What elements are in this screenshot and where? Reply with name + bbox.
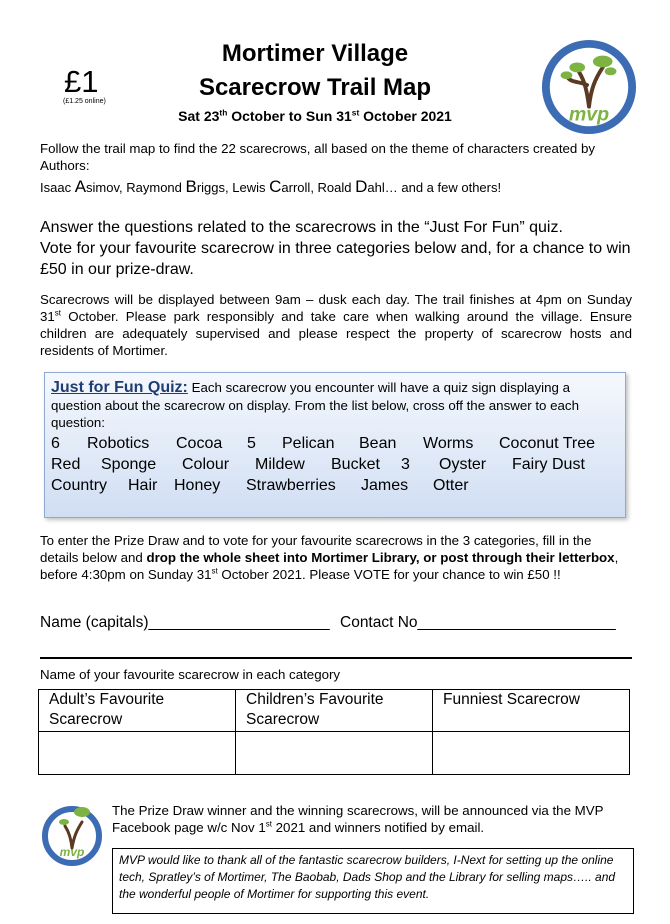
quiz-answers-row2: Red Sponge Colour Mildew Bucket 3 Oyster Fairy Dust [51,456,585,473]
price-online: (£1.25 online) [63,98,106,105]
logo-small-text: mvp [59,845,85,859]
prize-draw-text: To enter the Prize Draw and to vote for your favourite scarecrows in the 3 categories, fill in the details below and drop the whole sheet into Mortimer Library, or post through their letterbox, before 4:30pm on Sunday 31st October 2021. Please VOTE for your chance to win £50 !! [40,533,619,582]
name-field[interactable]: Name (capitals)_____________________ [40,614,330,631]
quiz-intro: Just for Fun Quiz: Each scarecrow you encounter will have a quiz sign displaying a question about the scarecrow on display. From the list below, cross off the answer to each question: [51,379,579,430]
display-info: Scarecrows will be displayed between 9am – dusk each day. The trail finishes at 4pm on Sunday 31st October. Please park responsibly and take care when walking around the village. Ensure children are adequately supervised and please respect the property of scarecrow hosts and residents of Mortimer. [40,292,632,358]
vote-funniest-cell[interactable] [433,732,630,775]
logo-text: mvp [568,103,610,126]
intro-text: Follow the trail map to find the 22 scarecrows, all based on the theme of characters created by Authors: [40,141,596,173]
category-children: Children’s Favourite Scarecrow [236,690,433,732]
category-table [38,689,630,775]
questions-text: Answer the questions related to the scarecrows in the “Just For Fun” quiz. Vote for your favourite scarecrow in three categories below and, for a chance to win £50 in our prize-draw. [40,219,631,278]
vote-adult-cell[interactable] [39,732,236,775]
quiz-heading: Just for Fun Quiz: [51,379,188,396]
mvp-logo [540,38,638,136]
quiz-box [44,372,626,518]
announcement: The Prize Draw winner and the winning scarecrows, will be announced via the MVP Facebook page w/c Nov 1st 2021 and winners notified by email. [112,803,604,835]
thanks-box: MVP would like to thank all of the fantastic scarecrow builders, I-Next for setting up the online tech, Spratley’s of Mortimer, The Baobab, Dads Shop and the Library for selling maps….. and the wonderful people of Mortimer for supporting this event. [112,848,634,914]
quiz-answers-row3: Country Hair Honey Strawberries James Otter [51,477,469,494]
authors-line: Isaac Asimov, Raymond Briggs, Lewis Carroll, Roald Dahl… and a few others! [40,177,502,196]
mvp-logo-small [40,798,104,868]
price: £1 [64,64,99,99]
favourite-label: Name of your favourite scarecrow in each category [40,667,341,682]
event-dates: Sat 23th October to Sun 31st October 2021 [178,107,452,124]
category-funniest: Funniest Scarecrow [433,690,630,732]
category-adult: Adult’s Favourite Scarecrow [39,690,236,732]
title-line2: Scarecrow Trail Map [198,74,432,101]
title-line1: Mortimer Village [221,40,409,67]
contact-field[interactable]: Contact No_______________________ [340,614,616,631]
vote-children-cell[interactable] [236,732,433,775]
divider [40,657,632,659]
quiz-answers-row1: 6 Robotics Cocoa 5 Pelican Bean Worms Coconut Tree [51,435,596,452]
